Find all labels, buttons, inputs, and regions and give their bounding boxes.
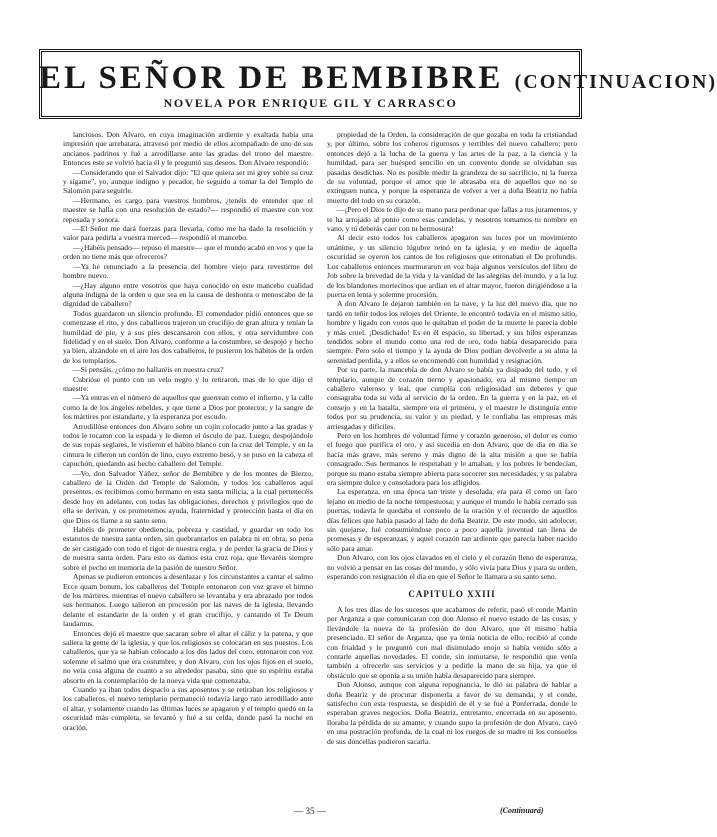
title-continuation: (CONTINUACION) — [514, 71, 717, 93]
continued-note: (Continuará) — [500, 806, 544, 815]
paragraph: —Ya entras en el número de aquellos que guerrean como el infierno, y la calle como la de los ángeles rebeldes, y que tiene a Dios por protector, y la sangre de los mártires por estandarte, y la esperanza por escudo. — [63, 393, 313, 422]
title-main: EL SEÑOR DE BEMBIBRE — [39, 60, 504, 96]
paragraph: Pero en los hombres de voluntad firme y corazón generoso, el dolor es como el fuego que purifica el oro, y así sucedía en don Alvaro, que de día en día se hacía más grave, más sereno y más digno de la alta misión a que se había consagrado. Sus hermanos le respetaban y le amaban, y los pobres le bendecían, porque su mano estaba siempre abierta para socorrer sus necesidades, y su palabra era siempre dulce y consoladora para los afligidos. — [327, 431, 577, 488]
paragraph: Apenas se pudieron entonces a desenlazar y los circunstantes a cantar el salmo Ecce quam bonum, los caballeros del Temple entonaron con voz grave el himno de los mártires, mientras el nuevo caballero se levantaba y era abrazado por todos sus hermanos. Luego salieron en procesión por las naves de la iglesia, llevando delante el estandarte de la orden y el gran crucifijo, y cantando el Te Deum laudamus. — [63, 572, 313, 629]
paragraph: —¿Hay alguno entre vosotros que haya conocido en este mancebo cualidad alguna indigna de la orden o que sea en la causa de deshonra o menoscabo de la dignidad de caballero? — [63, 280, 313, 309]
paragraph: Por su parte, la mancebía de don Alvaro se había ya disipado del todo, y el templario, aunque de corazón tierno y apasionado, era al mismo tiempo un caballero valeroso y leal, que cumplía con religiosidad sus deberes y que consagraba toda su vida al servicio de la orden. En la guerra y en la paz, en el consejo y en la batalla, siempre era el primero, y el maestre le distinguía entre todos por su prudencia, su valor y su piedad, y le confiaba las empresas más arriesgadas y difíciles. — [327, 365, 577, 431]
paragraph: —¿Habéis pensado— repuso el maestre— que el mundo acabó en vos y que la orden no tiene más que ofreceros? — [63, 242, 313, 262]
left-column — [63, 130, 313, 800]
article-title — [39, 60, 717, 97]
paragraph: Don Alvaro, con los ojos clavados en el cielo y el corazón lleno de esperanza, no volvió a pensar en las cosas del mundo, y sólo vivía para Dios y para su orden, esperando con resignación el día en que el Señor le llamara a su santo seno. — [327, 553, 577, 582]
paragraph: Don Alonso, aunque con alguna repugnancia, le dió su palabra de hablar a doña Beatriz y de procurar disponerla a favor de su demanda; y el conde, satisfecho con esta respuesta, se despidió de él y se fué a Ponferrada, donde le esperaban graves negocios. Doña Beatriz, entretanto, encerrada en su aposento, lloraba la pérdida de su amante, y cuando supo la profesión de don Alvaro, cayó en una postración profunda, de la cual ni los ruegos de su madre ni los consuelos de sus doncellas pudieron sacarla. — [327, 680, 577, 746]
paragraph: Entonces dejó el maestre que sacaran sobre el altar el cáliz y la patena, y que saliera la gente de la iglesia, y que los religiosos se colocaran en sus puestos. Los caballeros, que ya se habían colocado a los dos lados del coro, entonaron con voz solemne el salmo que era costumbre, y don Alvaro, con los ojos fijos en el suelo, no veía cosa alguna de cuanto a su alrededor pasaba, sino que su espíritu estaba absorto en la contemplación de la nueva vida que comenzaba. — [63, 628, 313, 685]
paragraph: propiedad de la Orden, la consideración de que gozaba en toda la cristiandad y, por último, sobre los coheros rigurosos y terribles del nuevo caballero; pero entonces dejó a la lucha de la guerra y las artes de la paz, a la ciencia y la humildad, para ser huésped sencillo en un convento donde se olvidaban sus pasadas desdichas. No es posible medir la grandeza de su sacrificio, ni la fuerza de su voluntad, porque el amor que le abrasaba era de aquellos que no se extinguen nunca, y porque la esperanza de volver a ver a doña Beatriz no había muerto del todo en su corazón. — [327, 130, 577, 205]
paragraph: Cuando ya iban todos despacio a sus aposentos y se retiraban los religiosos y los caballeros, el nuevo templario permaneció todavía largo rato arrodillado ante el altar, y solamente cuando las últimas luces se apagaron y el templo quedó en la oscuridad más completa, se levantó y fué a su celda, donde pasó la noche en oración. — [63, 684, 313, 732]
article-subtitle: NOVELA POR ENRIQUE GIL Y CARRASCO — [163, 96, 458, 110]
right-column — [327, 130, 577, 800]
paragraph: Todos guardaron un silencio profundo. El comendador pidió entonces que se comenzase el rito, y dos caballeros trajeron un crucifijo de gran altura y tenían la humildad de pie, y a sus pies descansaron con ellos, y otra servidumbre con fidelidad y en el suelo. Don Alvaro, conforme a la costumbre, se despojó y hecho ya bien, alzándole en el aire los dos caballeros, le pusieron los hábitos de la orden de los templarios. — [63, 308, 313, 365]
paragraph: —Ya he renunciado a la presencia del hombre viejo para revestirme del hombre nuevo. — [63, 261, 313, 281]
paragraph: Arrodillóse entonces don Alvaro sobre un cojín colocado junto a las gradas y todos le tocaron con la espada y le dieron el ósculo de paz. Luego, despojándole de sus ropas seglares, le vistieron el hábito blanco con la cruz del Temple, y en la cintura le ciñeron un cordón de lino, cuyo extremo besó, y se puso en la cabeza el capuchón, quedando así hecho caballero del Temple. — [63, 421, 313, 469]
paragraph: —Hermano, es cargo para vuestros hombros, ¿tenéis de entender que el maestre se halla con una resolución de estado?— respondió el maestre con voz reposada y sonora. — [63, 195, 313, 224]
paragraph: —Si pensáis, ¿cómo no hallaréis en nuestra cruz? — [73, 365, 224, 375]
paragraph: —Considerando que el Salvador dijo: "El que quiera ser mi grey sobre su cruz y sígame", yo, aunque indigno y pecador, he seguido a tomar la del Templo de Salomón para seguirle. — [63, 167, 313, 196]
paragraph: La esperanza, en una época tan triste y desolada, era para él como un faro lejano en medio de la noche tempestuosa; y aunque el mundo le había cerrado sus puertas, todavía le quedaba el consuelo de la oración y el recuerdo de aquellos días felices que había pasado al lado de doña Beatriz. De este modo, sin adolecer, sin quejarse, fué consumiéndose poco a poco aquella juventud tan llena de promesas y de esperanzas, y aquel corazón tan ardiente que parecía haber nacido sólo para amar. — [327, 487, 577, 553]
page-number: — 35 — — [294, 806, 326, 816]
paragraph: Habéis de prometer obediencia, pobreza y castidad, y guardar en todo los estatutos de nuestra santa orden, sin quebrantarlos en palabra ni en obra, so pena de ser castigado con todo el rigor de nuestra regla, y de perder la gracia de Dios y de nuestra santa orden. Para esto os damos esta cruz roja, que llevaréis siempre sobre el pecho en memoria de la pasión de nuestro Señor. — [63, 525, 313, 572]
paragraph: lanciosos. Don Alvaro, en cuya imaginación ardiente y exaltada había una impresión que arrebatara, atravesó por medio de ellos acompañado de uno de sus ancianos padrinos y fué a arrodillarse ante las gradas del trono del maestre. Entonces este se volvió hacia él y le preguntó sus deseos. Don Alvaro respondió: — [63, 130, 313, 168]
paragraph: —El Señor me dará fuerzas para llevarla, como me ha dado la resolución y valor para pedirla a vuestra merced— respondió el mancebo. — [63, 224, 313, 243]
paragraph: Al decir esto todos los caballeros apagaron sus luces por un movimiento unánime, y un silencio lúgubre reinó en la iglesia, y en medio de aquella oscuridad se oyeron los cantos de los religiosos que entonaban el De profundis. Los caballeros entonces murmuraron en voz baja algunos versículos del libro de Job sobre la brevedad de la vida y la vanidad de las alegrías del mundo, y a la luz de los blandones mortecinos que ardían en el altar mayor, fueron dirigiéndose a la puerta en lenta y solemne procesión. — [327, 233, 577, 299]
paragraph: —Vo, don Salvador Yáñez, señor de Bembibre y de los montes de Bierzo, caballero de la Orden del Temple de Salomón, y todos los caballeros aquí presentes, os recibimos como hermano en esta santa milicia, a la cual pertenecéis desde hoy en adelante, con todas las obligaciones, derechos y privilegios que de ella se derivan, y os prometemos ayuda, fraternidad y protección hasta el día en que Dios os llame a su santo seno. — [63, 468, 313, 525]
paragraph: Cubrióse el punto con un velo negro y lo retiraron, mas de lo que dijo el maestre: — [63, 374, 313, 393]
paragraph: A los tres días de los sucesos que acabamos de referir, pasó el conde Martín por Arganza a que comunicaran con don Alonso el nuevo estado de las cosas, y llevándole la nueva de la profesión de don Alvaro, que él mismo había presenciado. El señor de Arganza, que ya tenía noticia de ello, recibió al conde con frialdad y le preguntó con mal disimulado enojo si había venido sólo a contarle aquellas novedades. El conde, sin inmutarse, le respondió que venía también a ofrecerle sus servicios y a pedirle la mano de su hija, ya que el obstáculo que se oponía a su unión había desaparecido para siempre. — [327, 604, 577, 680]
paragraph: —¡Pero el Dios te dijo de su mano para perdonar que fallas a tus juramentos, y te ha arrojado al punto como esas candelas, y nosotros tomamos tu nombre en vano, y tú deberás caer con tu hermosura! — [327, 205, 577, 234]
paragraph: A don Alvaro le dejaron también en la nave, y la luz del nuevo día, que no tardó en teñir todos los relojes del Oriente, le encontró todavía en el mismo sitio, hombre y ligado con votos que le quitaban el poder de la muerte le parecía doble y más cruel. ¡Desdichado! Es en él espacio, su libertad, y sus hilos esperanzas tendidos sobre el mundo como una red de oro, todo había desaparecido para siempre. Pero solo el tiempo y la ayuda de Dios podían devolverle a su alma la serenidad perdida, y a ellos se encomendó con humildad y resignación. — [327, 299, 577, 365]
chapter-heading: CAPITULO XXIII — [408, 588, 496, 599]
